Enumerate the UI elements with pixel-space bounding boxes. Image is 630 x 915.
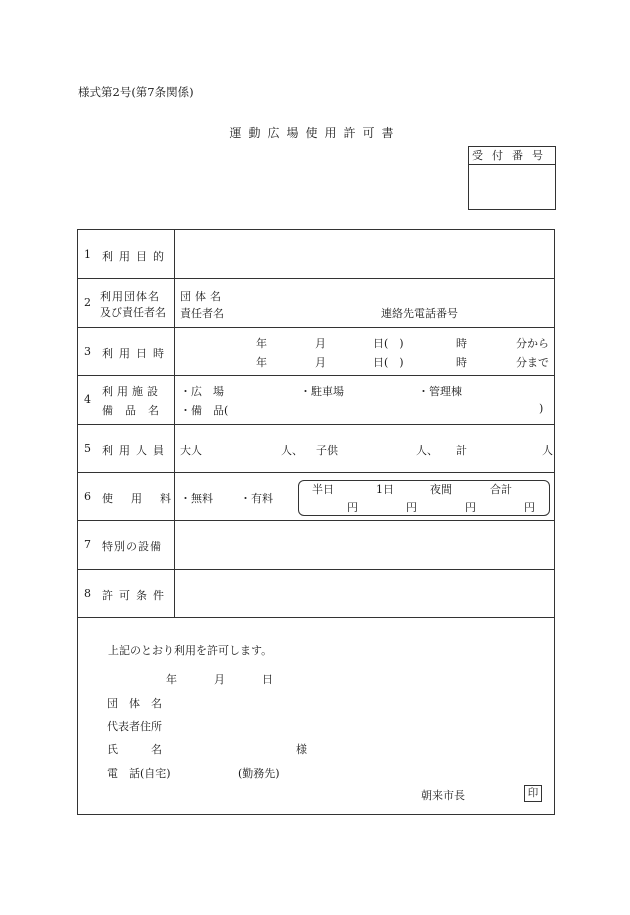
fee-night-header: 夜間 bbox=[430, 483, 452, 496]
fee-half-day-header: 半日 bbox=[312, 483, 334, 496]
row-label-conditions: 許可条件 bbox=[102, 589, 170, 602]
row-label-group: 利用団体名 bbox=[100, 290, 160, 303]
start-hour[interactable]: 時 bbox=[456, 337, 467, 350]
permission-name[interactable]: 氏 名 bbox=[107, 743, 162, 756]
fee-paid-option[interactable]: ・有料 bbox=[240, 492, 273, 505]
row-divider bbox=[78, 327, 554, 328]
row-label-facility: 利用施設 bbox=[102, 385, 162, 398]
document-title: 運動広場使用許可書 bbox=[229, 126, 401, 140]
end-day[interactable]: 日( ) bbox=[373, 356, 404, 369]
row-label-fee: 使用料 bbox=[102, 492, 189, 505]
total-count-label: 計 bbox=[456, 444, 467, 457]
facility-parking-option[interactable]: ・駐車場 bbox=[300, 385, 344, 398]
label-column-divider bbox=[174, 230, 175, 617]
row-number: 8 bbox=[84, 587, 91, 600]
form-number: 様式第2号(第7条関係) bbox=[78, 85, 194, 99]
row-label-equipment: 備品名 bbox=[102, 404, 171, 417]
mayor-title: 朝来市長 bbox=[421, 789, 465, 802]
permission-month[interactable]: 月 bbox=[214, 673, 225, 686]
fee-night-value[interactable]: 円 bbox=[465, 501, 476, 514]
row-number: 3 bbox=[84, 345, 91, 358]
row-divider bbox=[78, 569, 554, 570]
adult-count-unit[interactable]: 人、 bbox=[281, 444, 303, 457]
permission-phone-home[interactable]: 電 話(自宅) bbox=[107, 767, 171, 780]
permission-phone-work[interactable]: (勤務先) bbox=[238, 767, 280, 780]
end-year[interactable]: 年 bbox=[256, 356, 267, 369]
row-divider bbox=[78, 472, 554, 473]
child-count-label: 子供 bbox=[316, 444, 338, 457]
seal-mark: 印 bbox=[524, 785, 542, 802]
receipt-number-label: 受付番号 bbox=[469, 147, 555, 165]
fee-breakdown-bracket bbox=[298, 480, 550, 516]
row-label-datetime: 利用日時 bbox=[102, 347, 170, 360]
row-divider bbox=[78, 424, 554, 425]
start-month[interactable]: 月 bbox=[315, 337, 326, 350]
start-year[interactable]: 年 bbox=[256, 337, 267, 350]
row-number: 7 bbox=[84, 538, 91, 551]
group-name-field[interactable]: 団体名 bbox=[180, 290, 225, 303]
permission-day[interactable]: 日 bbox=[262, 673, 273, 686]
permission-statement: 上記のとおり利用を許可します。 bbox=[108, 644, 273, 657]
end-month[interactable]: 月 bbox=[315, 356, 326, 369]
row-label-headcount: 利用人員 bbox=[102, 444, 170, 457]
row-number: 5 bbox=[84, 442, 91, 455]
row-divider bbox=[78, 520, 554, 521]
equipment-field[interactable]: ・備 品( bbox=[180, 404, 229, 417]
row-label-special-equipment: 特別の設備 bbox=[102, 540, 162, 553]
child-count-unit[interactable]: 人、 bbox=[416, 444, 438, 457]
start-day[interactable]: 日( ) bbox=[373, 337, 404, 350]
fee-free-option[interactable]: ・無料 bbox=[180, 492, 213, 505]
row-number: 4 bbox=[84, 393, 91, 406]
row-divider bbox=[78, 375, 554, 376]
row-label-purpose: 利用目的 bbox=[102, 250, 170, 263]
facility-plaza-option[interactable]: ・広 場 bbox=[180, 385, 224, 398]
fee-total-value[interactable]: 円 bbox=[524, 501, 535, 514]
permission-group-name[interactable]: 団 体 名 bbox=[107, 697, 162, 710]
end-hour[interactable]: 時 bbox=[456, 356, 467, 369]
row-number: 1 bbox=[84, 248, 91, 261]
row-number: 2 bbox=[84, 296, 91, 309]
start-minute[interactable]: 分から bbox=[516, 337, 549, 350]
permit-table bbox=[77, 229, 555, 815]
end-minute[interactable]: 分まで bbox=[516, 356, 549, 369]
responsible-person-field[interactable]: 責任者名 bbox=[180, 307, 224, 320]
permission-representative-address[interactable]: 代表者住所 bbox=[107, 720, 162, 733]
permission-year[interactable]: 年 bbox=[166, 673, 177, 686]
equipment-close-paren: ) bbox=[539, 402, 544, 415]
adult-count-label: 大人 bbox=[180, 444, 202, 457]
honorific-sama: 様 bbox=[296, 743, 307, 756]
contact-phone-field[interactable]: 連絡先電話番号 bbox=[381, 307, 458, 320]
row-label-group-sub: 及び責任者名 bbox=[100, 306, 166, 319]
receipt-number-box bbox=[468, 146, 556, 210]
fee-full-day-value[interactable]: 円 bbox=[406, 501, 417, 514]
row-divider bbox=[78, 278, 554, 279]
fee-total-header: 合計 bbox=[490, 483, 512, 496]
fee-full-day-header: 1日 bbox=[376, 483, 394, 496]
fee-half-day-value[interactable]: 円 bbox=[347, 501, 358, 514]
total-count-unit[interactable]: 人 bbox=[542, 444, 553, 457]
row-divider bbox=[78, 617, 554, 618]
row-number: 6 bbox=[84, 490, 91, 503]
facility-building-option[interactable]: ・管理棟 bbox=[418, 385, 462, 398]
